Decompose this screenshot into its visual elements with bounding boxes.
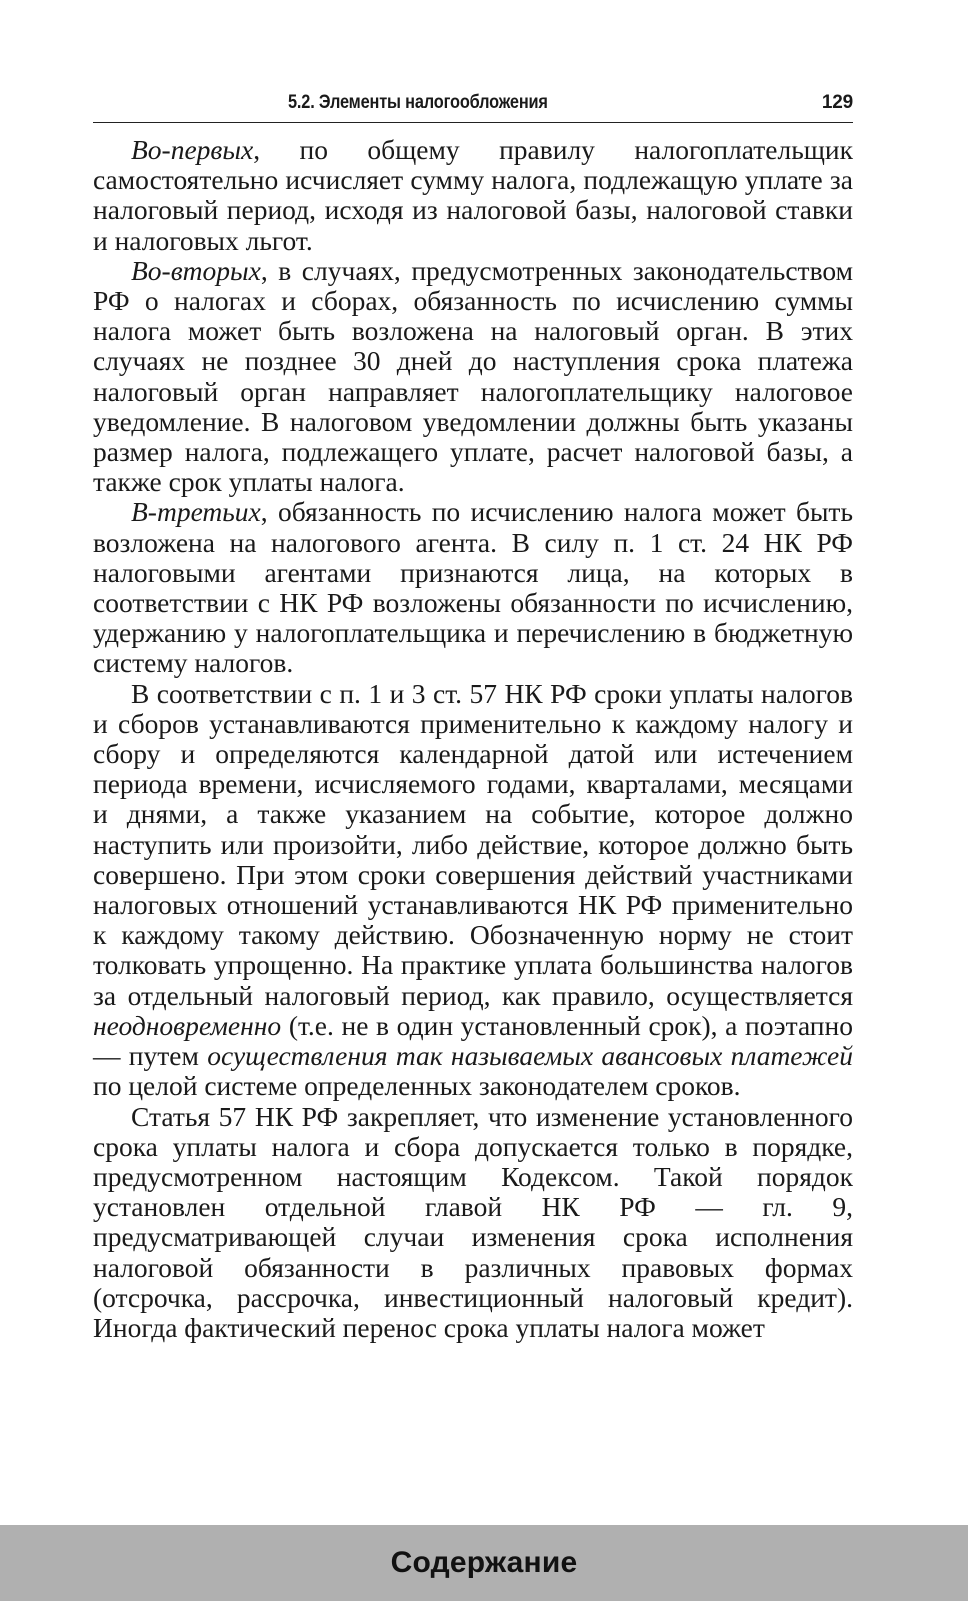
- body-text: [93, 135, 853, 1343]
- page-number: 129: [821, 92, 853, 113]
- paragraph-text: В соответствии с п. 1 и 3 ст. 57 НК РФ сроки уплаты налогов и сборов устанавливаются применительно к каждому налогу и сбору и определяются календарной датой или истечением периода времени, исчисляемого годами, кварталами, месяцами и днями, а также указанием на событие, которое должно наступить или произойти, либо действие, которое должно быть совершено. При этом сроки совершения действий участниками налоговых отношений устанавливаются НК РФ применительно к каждому такому действию. Обозначенную норму не стоит толковать упрощенно. На практике уплата большинства налогов за отдельный налоговый период, как правило, осуществляется: [93, 677, 853, 1011]
- running-header: [93, 86, 853, 123]
- paragraph-lead: В-третьих: [131, 496, 261, 528]
- paragraph-lead: Во-вторых: [131, 254, 261, 286]
- paragraph-text: , по общему правилу налогоплательщик самостоятельно исчисляет сумму налога, подлежащую уплате за налоговый период, исходя из налоговой базы, налоговой ставки и налоговых льгот.: [93, 134, 853, 256]
- paragraph-text: по целой системе определенных законодателем сроков.: [93, 1070, 741, 1102]
- paragraph-2: [93, 256, 853, 498]
- paragraph-lead: Во-первых: [131, 134, 254, 165]
- paragraph-3: [93, 497, 853, 678]
- emphasis-text: осуществления так называемых авансовых платежей: [207, 1040, 853, 1072]
- paragraph-4: [93, 679, 853, 1102]
- paragraph-text: (т.е. не в один установленный срок), а поэтапно — путем: [93, 1009, 853, 1072]
- section-title: 5.2. Элементы налогообложения: [288, 92, 548, 113]
- paragraph-text: , в случаях, предусмотренных законодательством РФ о налогах и сборах, обязанность по исчислению суммы налога может быть возложена на налоговый орган. В этих случаях не позднее 30 дней до наступления срока платежа налоговый орган направляет налогоплательщику налоговое уведомление. В налоговом уведомлении должны быть указаны размер налога, подлежащего уплате, расчет налоговой базы, а также срок уплаты налога.: [93, 254, 853, 498]
- emphasis-text: неодновременно: [93, 1009, 282, 1041]
- paragraph-5: [93, 1102, 853, 1344]
- paragraph-text: Статья 57 НК РФ закрепляет, что изменение установленного срока уплаты налога и сбора допускается только в порядке, предусмотренном настоящим Кодексом. Такой порядок установлен отдельной главой НК РФ — гл. 9, предусматривающей случаи изменения срока исполнения налоговой обязанности в различных правовых формах (отсрочка, рассрочка, инвестиционный налоговый кредит). Иногда фактический перенос срока уплаты налога может: [93, 1100, 853, 1343]
- contents-label: Содержание: [390, 1546, 578, 1579]
- paragraph-1: [93, 135, 853, 256]
- paragraph-text: , обязанность по исчислению налога может быть возложена на налогового агента. В силу п. 1 ст. 24 НК РФ налоговыми агентами признаются лица, на которых в соответствии с НК РФ возложены обязанности по исчислению, удержанию у налогоплательщика и перечислению в бюджетную систему налогов.: [93, 496, 853, 679]
- contents-button[interactable]: [0, 1525, 968, 1601]
